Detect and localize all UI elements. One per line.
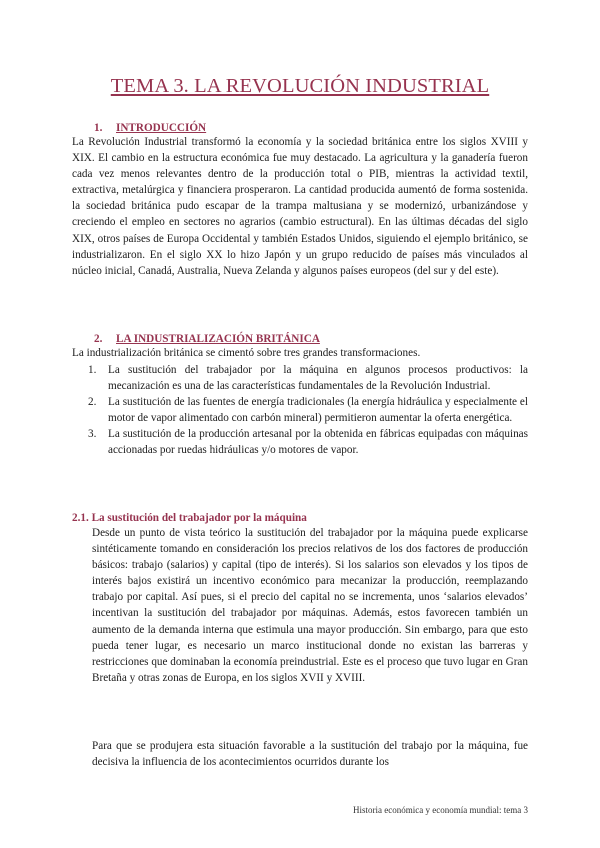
subsection-paragraph-1: Desde un punto de vista teórico la sustitución del trabajador por la máquina puede explicarse sintéticamente tomando en consideración los precios relativos de los dos factores de producción básicos: trabajo (salarios) y capital (tipo de interés). Si los salarios son elevados y los tipos de interés bajos existirá un incentivo económico para mecanizar la producción, reemplazando trabajo por capital. Así pues, si el precio del capital no se incrementa, unos ‘salarios elevados’ incentivan la sustitución del trabajador por máquinas. Además, estos favorecen también un aumento de la demanda interna que estimula una mayor producción. Sin embargo, para que esto pueda tener lugar, es necesario un marco institucional donde no existan las barreras y restricciones que dominaban la economía preindustrial. Este es el proceso que tuvo lugar en Gran Bretaña y otras zonas de Europa, en los siglos XVII y XVIII.: [92, 527, 528, 684]
section-heading-text: INTRODUCCIÓN: [116, 122, 207, 134]
section-heading-introduccion: [94, 121, 206, 135]
list-item: [88, 394, 528, 426]
list-item-text: La sustitución de las fuentes de energía tradicionales (la energía hidráulica y especialmente el motor de vapor alimentado con carbón mineral) permitieron aumentar la oferta energética.: [108, 396, 528, 425]
list-item: [88, 362, 528, 394]
section-number: 2.: [94, 333, 103, 345]
list-item-number: 2.: [88, 396, 97, 409]
section-number: 1.: [94, 122, 103, 134]
intro-paragraph: La Revolución Industrial transformó la economía y la sociedad británica entre los siglos XVIII y XIX. El cambio en la estructura económica fue muy destacado. La agricultura y la ganadería fueron cada vez menos relevantes dentro de la producción total o PIB, mientras la actividad textil, extractiva, metalúrgica y financiera prosperaron. La cantidad producida aumentó de forma sostenida. la sociedad británica pudo escapar de la trampa maltusiana y se modernizó, urbanizándose y creciendo el empleo en sectores no agrarios (cambio estructural). En las últimas décadas del siglo XIX, otros países de Europa Occidental y también Estados Unidos, siguiendo el ejemplo británico, se industrializaron. En el siglo XX lo hizo Japón y un grupo reducido de países más vinculados al núcleo inicial, Canadá, Australia, Nueva Zelanda y algunos países europeos (del sur y del este).: [72, 136, 528, 277]
subsection-heading: 2.1. La sustitución del trabajador por la máquina: [72, 512, 307, 524]
subsection-paragraph-2: Para que se produjera esta situación favorable a la sustitución del trabajo por la máquina, fue decisiva la influencia de los acontecimientos ocurridos durante los: [92, 740, 528, 769]
page-footer: Historia económica y economía mundial: tema 3: [353, 805, 528, 815]
list-item-text: La sustitución del trabajador por la máquina en algunos procesos productivos: la mecanización es una de las características fundamentales de la Revolución Industrial.: [108, 364, 528, 393]
transformations-list: [88, 362, 528, 459]
list-item-number: 3.: [88, 428, 97, 441]
list-item-text: La sustitución de la producción artesanal por la obtenida en fábricas equipadas con máquinas accionadas por ruedas hidráulicas y/o motores de vapor.: [108, 428, 528, 457]
section-intro-text: La industrialización británica se cimentó sobre tres grandes transformaciones.: [72, 347, 421, 359]
section-heading-text: LA INDUSTRIALIZACIÓN BRITÁNICA: [116, 333, 320, 345]
page-title: TEMA 3. LA REVOLUCIÓN INDUSTRIAL: [110, 75, 490, 97]
list-item: [88, 426, 528, 458]
section-heading-industrializacion: [94, 332, 320, 346]
list-item-number: 1.: [88, 364, 97, 376]
